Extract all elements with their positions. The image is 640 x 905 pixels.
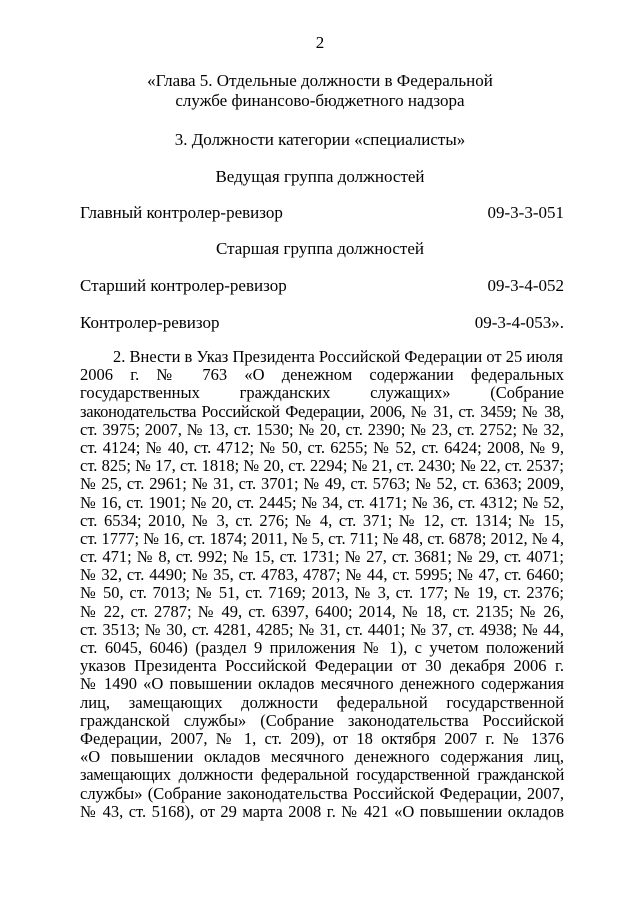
paragraph-line: № 32, ст. 4490; № 35, ст. 4783, 4787; № 44, ст. 5995; № 47, ст. 6460; xyxy=(80,565,564,585)
paragraph-line: ст. 825; № 17, ст. 1818; № 20, ст. 2294; № 21, ст. 2430; № 22, ст. 2537; xyxy=(80,456,564,476)
paragraph-line: № 43, ст. 5168), от 29 марта 2008 г. № 421 «О повышении окладов xyxy=(80,801,564,821)
paragraph-line: государственных гражданских служащих» (Собрание xyxy=(80,383,564,403)
paragraph-line: законодательства Российской Федерации, 2006, № 31, ст. 3459; № 38, xyxy=(80,401,564,421)
chapter-title-line: «Глава 5. Отдельные должности в Федеральной xyxy=(147,71,493,90)
paragraph-line: ст. 1777; № 16, ст. 1874; 2011, № 5, ст. 711; № 48, ст. 6878; 2012, № 4, xyxy=(80,528,564,548)
paragraph-line: «О повышении окладов месячного денежного содержания лиц, xyxy=(80,747,564,767)
paragraph-line: гражданской службы» (Собрание законодательства Российской xyxy=(80,710,564,730)
position-name: Главный контролер-ревизор xyxy=(80,203,283,222)
category-heading: 3. Должности категории «специалисты» xyxy=(174,130,466,149)
paragraph-line: Федерации, 2007, № 1, ст. 209), от 18 октября 2007 г. № 1376 xyxy=(80,728,564,748)
paragraph-line: 2006 г. № 763 «О денежном содержании федеральных xyxy=(80,365,564,385)
paragraph-line: 2. Внести в Указ Президента Российской Федерации от 25 июля xyxy=(80,347,563,366)
paragraph-line: замещающих должности федеральной государственной гражданской xyxy=(80,765,564,785)
body-paragraph xyxy=(80,348,564,821)
paragraph-line: ст. 471; № 8, ст. 992; № 15, ст. 1731; № 27, ст. 3681; № 29, ст. 4071; xyxy=(80,547,564,567)
paragraph-line: лиц, замещающих должности федеральной государственной xyxy=(80,692,564,712)
paragraph-line: указов Президента Российской Федерации от 30 декабря 2006 г. xyxy=(80,656,564,676)
position-code: 09-3-4-053». xyxy=(474,313,564,332)
paragraph-line: службы» (Собрание законодательства Российской Федерации, 2007, xyxy=(80,783,564,803)
position-row xyxy=(80,203,564,223)
paragraph-line: ст. 3975; 2007, № 13, ст. 1530; № 20, ст. 2390; № 23, ст. 2752; № 32, xyxy=(80,419,564,439)
group-heading-senior: Старшая группа должностей xyxy=(215,239,425,258)
paragraph-line: ст. 3513; № 30, ст. 4281, 4285; № 31, ст. 4401; № 37, ст. 4938; № 44, xyxy=(80,619,564,639)
position-code: 09-3-3-051 xyxy=(487,203,564,222)
paragraph-line: № 22, ст. 2787; № 49, ст. 6397, 6400; 2014, № 18, ст. 2135; № 26, xyxy=(80,601,564,621)
position-code: 09-3-4-052 xyxy=(487,276,564,295)
position-row xyxy=(80,313,564,333)
paragraph-line: № 1490 «О повышении окладов месячного денежного содержания xyxy=(80,674,564,694)
paragraph-line: № 16, ст. 1901; № 20, ст. 2445; № 34, ст. 4171; № 36, ст. 4312; № 52, xyxy=(80,492,564,512)
paragraph-line: ст. 4124; № 40, ст. 4712; № 50, ст. 6255; № 52, ст. 6424; 2008, № 9, xyxy=(80,437,564,457)
paragraph-line: ст. 6045, 6046) (раздел 9 приложения № 1), с учетом положений xyxy=(80,638,564,657)
page-number: 2 xyxy=(315,33,325,52)
group-heading-lead: Ведущая группа должностей xyxy=(215,167,425,186)
position-row xyxy=(80,276,564,296)
paragraph-line: № 50, ст. 7013; № 51, ст. 7169; 2013, № 3, ст. 177; № 19, ст. 2376; xyxy=(80,583,564,603)
paragraph-line: № 25, ст. 2961; № 31, ст. 3701; № 49, ст. 5763; № 52, ст. 6363; 2009, xyxy=(80,474,564,494)
paragraph-line: ст. 6534; 2010, № 3, ст. 276; № 4, ст. 371; № 12, ст. 1314; № 15, xyxy=(80,510,564,530)
chapter-title xyxy=(0,71,640,111)
position-name: Контролер-ревизор xyxy=(80,313,220,332)
chapter-title-line: службе финансово-бюджетного надзора xyxy=(175,91,465,110)
position-name: Старший контролер-ревизор xyxy=(80,276,287,295)
